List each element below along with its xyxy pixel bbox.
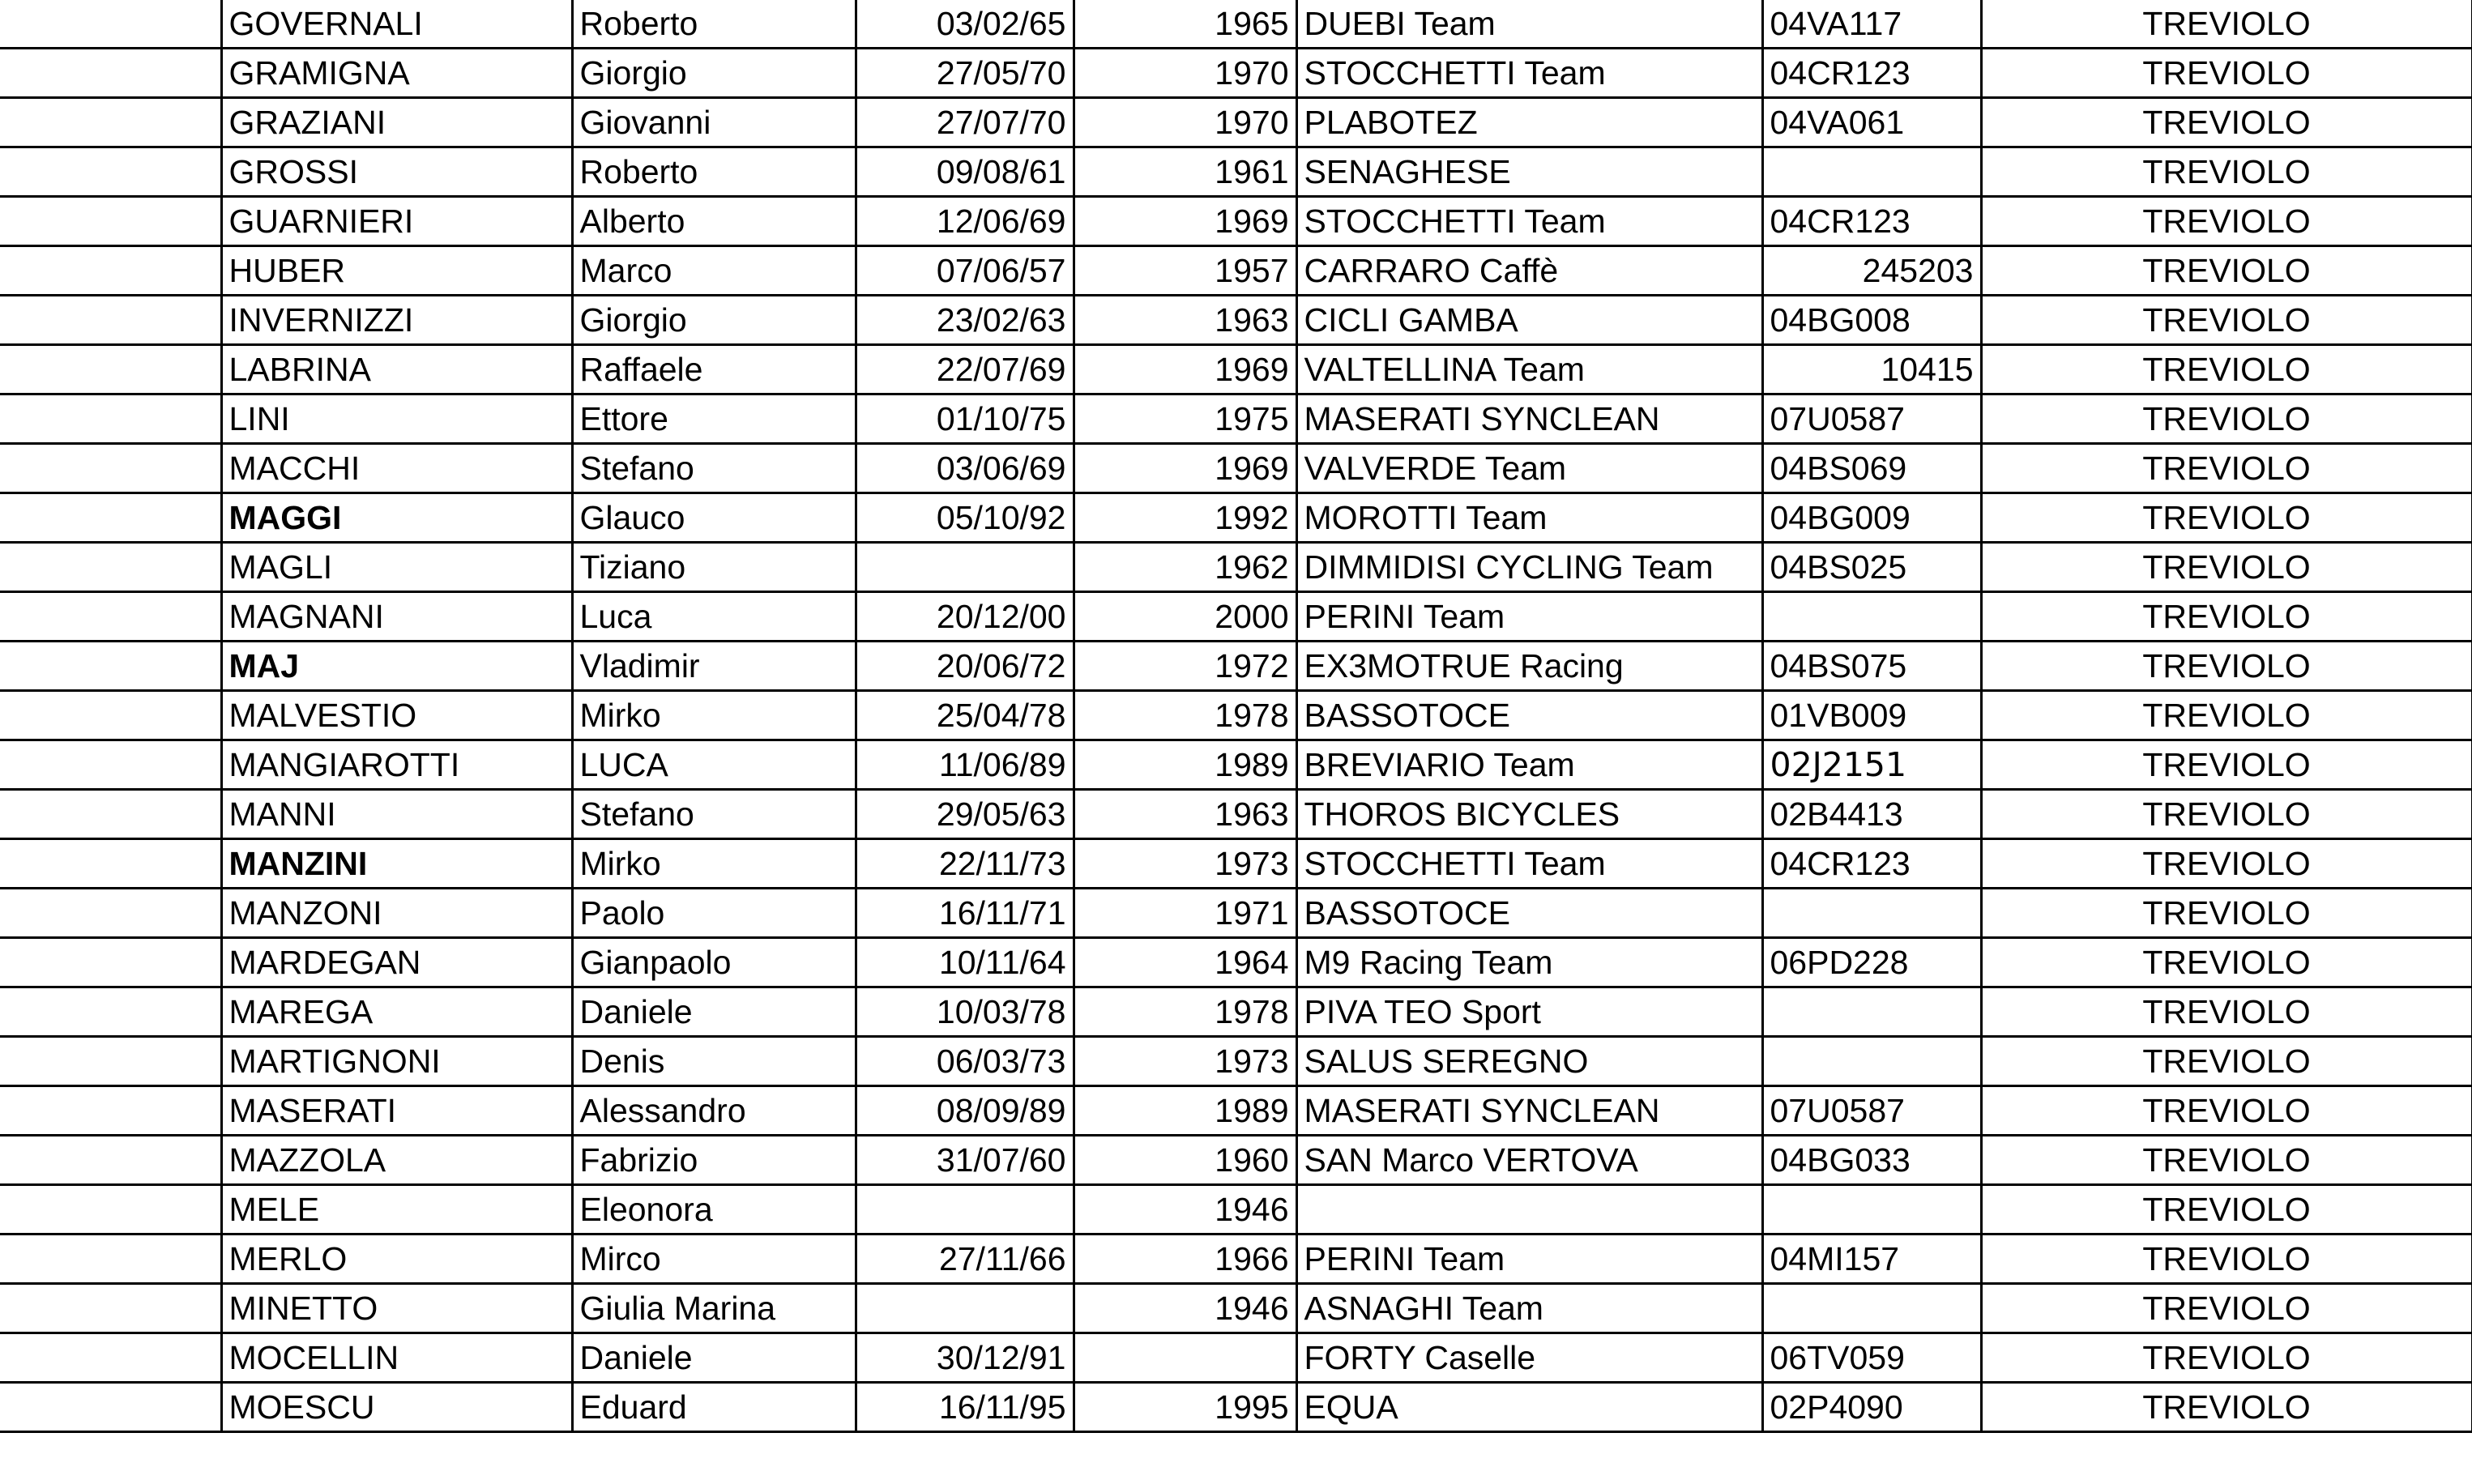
birth-year-cell[interactable]: 1970: [1074, 98, 1296, 147]
surname-cell[interactable]: MANGIAROTTI: [221, 740, 572, 790]
birth-year-cell[interactable]: 1946: [1074, 1284, 1296, 1333]
birth-year-cell[interactable]: 1970: [1074, 49, 1296, 98]
table-row: [0, 1284, 2472, 1333]
blank-cell[interactable]: [0, 1037, 221, 1086]
location-cell[interactable]: TREVIOLO: [1981, 1383, 2472, 1432]
first-name-cell[interactable]: Vladimir: [572, 642, 856, 691]
blank-cell[interactable]: [0, 1235, 221, 1284]
surname-cell[interactable]: MELE: [221, 1185, 572, 1235]
first-name-cell[interactable]: LUCA: [572, 740, 856, 790]
code-cell[interactable]: [1762, 889, 1981, 938]
location-cell[interactable]: TREVIOLO: [1981, 444, 2472, 493]
table-row: [0, 839, 2472, 889]
first-name-cell[interactable]: Fabrizio: [572, 1136, 856, 1185]
blank-cell[interactable]: [0, 394, 221, 444]
surname-cell[interactable]: MAJ: [221, 642, 572, 691]
birth-year-cell[interactable]: 1971: [1074, 889, 1296, 938]
surname-cell[interactable]: GOVERNALI: [221, 0, 572, 49]
code-cell[interactable]: 04CR123: [1762, 49, 1981, 98]
first-name-cell[interactable]: Marco: [572, 246, 856, 296]
first-name-cell[interactable]: Raffaele: [572, 345, 856, 394]
blank-cell[interactable]: [0, 197, 221, 246]
first-name-cell[interactable]: Daniele: [572, 1333, 856, 1383]
first-name-cell[interactable]: Roberto: [572, 0, 856, 49]
table-row: [0, 0, 2472, 49]
birth-date-cell[interactable]: 10/11/64: [856, 938, 1074, 987]
location-cell[interactable]: TREVIOLO: [1981, 1333, 2472, 1383]
surname-cell[interactable]: GROSSI: [221, 147, 572, 197]
first-name-cell[interactable]: Mirko: [572, 839, 856, 889]
birth-year-cell[interactable]: 1960: [1074, 1136, 1296, 1185]
blank-cell[interactable]: [0, 987, 221, 1037]
first-name-cell[interactable]: Mirco: [572, 1235, 856, 1284]
birth-year-cell[interactable]: [1074, 1333, 1296, 1383]
birth-date-cell[interactable]: [856, 1185, 1074, 1235]
birth-date-cell[interactable]: 09/08/61: [856, 147, 1074, 197]
team-cell[interactable]: SAN Marco VERTOVA: [1296, 1136, 1762, 1185]
team-cell[interactable]: FORTY Caselle: [1296, 1333, 1762, 1383]
blank-cell[interactable]: [0, 493, 221, 543]
birth-year-cell[interactable]: 1963: [1074, 790, 1296, 839]
team-cell[interactable]: EX3MOTRUE Racing: [1296, 642, 1762, 691]
code-cell[interactable]: 02P4090: [1762, 1383, 1981, 1432]
location-cell[interactable]: TREVIOLO: [1981, 592, 2472, 642]
birth-date-cell[interactable]: 23/02/63: [856, 296, 1074, 345]
blank-cell[interactable]: [0, 543, 221, 592]
birth-date-cell[interactable]: 22/11/73: [856, 839, 1074, 889]
team-cell[interactable]: STOCCHETTI Team: [1296, 49, 1762, 98]
blank-cell[interactable]: [0, 0, 221, 49]
location-cell[interactable]: TREVIOLO: [1981, 1037, 2472, 1086]
team-cell[interactable]: MASERATI SYNCLEAN: [1296, 1086, 1762, 1136]
code-cell[interactable]: 06TV059: [1762, 1333, 1981, 1383]
first-name-cell[interactable]: Roberto: [572, 147, 856, 197]
birth-date-cell[interactable]: 31/07/60: [856, 1136, 1074, 1185]
blank-cell[interactable]: [0, 1284, 221, 1333]
table-row: [0, 889, 2472, 938]
team-cell[interactable]: BASSOTOCE: [1296, 691, 1762, 740]
blank-cell[interactable]: [0, 790, 221, 839]
team-cell[interactable]: VALVERDE Team: [1296, 444, 1762, 493]
birth-year-cell[interactable]: 1962: [1074, 543, 1296, 592]
birth-year-cell[interactable]: 1964: [1074, 938, 1296, 987]
team-cell[interactable]: PIVA TEO Sport: [1296, 987, 1762, 1037]
code-cell[interactable]: 07U0587: [1762, 394, 1981, 444]
surname-cell[interactable]: MAGNANI: [221, 592, 572, 642]
table-row: [0, 543, 2472, 592]
code-cell[interactable]: 07U0587: [1762, 1086, 1981, 1136]
location-cell[interactable]: TREVIOLO: [1981, 839, 2472, 889]
first-name-cell[interactable]: Stefano: [572, 444, 856, 493]
blank-cell[interactable]: [0, 592, 221, 642]
birth-date-cell[interactable]: 12/06/69: [856, 197, 1074, 246]
location-cell[interactable]: TREVIOLO: [1981, 0, 2472, 49]
birth-date-cell[interactable]: 25/04/78: [856, 691, 1074, 740]
first-name-cell[interactable]: Denis: [572, 1037, 856, 1086]
birth-date-cell[interactable]: [856, 1284, 1074, 1333]
blank-cell[interactable]: [0, 1383, 221, 1432]
blank-cell[interactable]: [0, 691, 221, 740]
birth-date-cell[interactable]: 03/02/65: [856, 0, 1074, 49]
birth-year-cell[interactable]: 2000: [1074, 592, 1296, 642]
birth-date-cell[interactable]: 07/06/57: [856, 246, 1074, 296]
birth-year-cell[interactable]: 1957: [1074, 246, 1296, 296]
location-cell[interactable]: TREVIOLO: [1981, 493, 2472, 543]
surname-cell[interactable]: MAGLI: [221, 543, 572, 592]
team-cell[interactable]: [1296, 1185, 1762, 1235]
team-cell[interactable]: SALUS SEREGNO: [1296, 1037, 1762, 1086]
code-cell[interactable]: 04MI157: [1762, 1235, 1981, 1284]
birth-year-cell[interactable]: 1995: [1074, 1383, 1296, 1432]
birth-date-cell[interactable]: 27/07/70: [856, 98, 1074, 147]
surname-cell[interactable]: MARTIGNONI: [221, 1037, 572, 1086]
team-cell[interactable]: MOROTTI Team: [1296, 493, 1762, 543]
table-row: [0, 444, 2472, 493]
code-cell[interactable]: [1762, 987, 1981, 1037]
blank-cell[interactable]: [0, 839, 221, 889]
first-name-cell[interactable]: Giorgio: [572, 296, 856, 345]
location-cell[interactable]: TREVIOLO: [1981, 543, 2472, 592]
birth-date-cell[interactable]: 20/12/00: [856, 592, 1074, 642]
birth-year-cell[interactable]: 1978: [1074, 987, 1296, 1037]
surname-cell[interactable]: MOCELLIN: [221, 1333, 572, 1383]
birth-date-cell[interactable]: 16/11/71: [856, 889, 1074, 938]
blank-cell[interactable]: [0, 889, 221, 938]
birth-year-cell[interactable]: 1966: [1074, 1235, 1296, 1284]
first-name-cell[interactable]: Alessandro: [572, 1086, 856, 1136]
first-name-cell[interactable]: Ettore: [572, 394, 856, 444]
birth-year-cell[interactable]: 1969: [1074, 197, 1296, 246]
surname-cell[interactable]: MANNI: [221, 790, 572, 839]
team-cell[interactable]: PLABOTEZ: [1296, 98, 1762, 147]
team-cell[interactable]: STOCCHETTI Team: [1296, 197, 1762, 246]
team-cell[interactable]: PERINI Team: [1296, 592, 1762, 642]
location-cell[interactable]: TREVIOLO: [1981, 1086, 2472, 1136]
surname-cell[interactable]: MALVESTIO: [221, 691, 572, 740]
birth-date-cell[interactable]: 11/06/89: [856, 740, 1074, 790]
location-cell[interactable]: TREVIOLO: [1981, 98, 2472, 147]
table-row: [0, 1235, 2472, 1284]
blank-cell[interactable]: [0, 147, 221, 197]
team-cell[interactable]: PERINI Team: [1296, 1235, 1762, 1284]
code-cell[interactable]: 06PD228: [1762, 938, 1981, 987]
surname-cell[interactable]: HUBER: [221, 246, 572, 296]
code-cell[interactable]: 04CR123: [1762, 197, 1981, 246]
surname-cell[interactable]: GUARNIERI: [221, 197, 572, 246]
blank-cell[interactable]: [0, 1136, 221, 1185]
table-row: [0, 642, 2472, 691]
birth-year-cell[interactable]: 1989: [1074, 1086, 1296, 1136]
birth-date-cell[interactable]: 27/11/66: [856, 1235, 1074, 1284]
code-cell[interactable]: [1762, 1284, 1981, 1333]
birth-year-cell[interactable]: 1969: [1074, 444, 1296, 493]
table-row: [0, 740, 2472, 790]
birth-date-cell[interactable]: [856, 543, 1074, 592]
first-name-cell[interactable]: Mirko: [572, 691, 856, 740]
table-row: [0, 592, 2472, 642]
table-row: [0, 1037, 2472, 1086]
team-cell[interactable]: M9 Racing Team: [1296, 938, 1762, 987]
table-row: [0, 987, 2472, 1037]
blank-cell[interactable]: [0, 938, 221, 987]
team-cell[interactable]: DUEBI Team: [1296, 0, 1762, 49]
code-cell[interactable]: 04VA117: [1762, 0, 1981, 49]
team-cell[interactable]: DIMMIDISI CYCLING Team: [1296, 543, 1762, 592]
surname-cell[interactable]: MOESCU: [221, 1383, 572, 1432]
blank-cell[interactable]: [0, 246, 221, 296]
birth-date-cell[interactable]: 22/07/69: [856, 345, 1074, 394]
first-name-cell[interactable]: Giulia Marina: [572, 1284, 856, 1333]
first-name-cell[interactable]: Daniele: [572, 987, 856, 1037]
table-row: [0, 197, 2472, 246]
location-cell[interactable]: TREVIOLO: [1981, 889, 2472, 938]
table-row: [0, 296, 2472, 345]
surname-cell[interactable]: MAREGA: [221, 987, 572, 1037]
code-cell[interactable]: 04BG008: [1762, 296, 1981, 345]
birth-date-cell[interactable]: 20/06/72: [856, 642, 1074, 691]
team-cell[interactable]: CARRARO Caffè: [1296, 246, 1762, 296]
location-cell[interactable]: TREVIOLO: [1981, 394, 2472, 444]
location-cell[interactable]: TREVIOLO: [1981, 246, 2472, 296]
team-cell[interactable]: SENAGHESE: [1296, 147, 1762, 197]
team-cell[interactable]: STOCCHETTI Team: [1296, 839, 1762, 889]
location-cell[interactable]: TREVIOLO: [1981, 691, 2472, 740]
birth-date-cell[interactable]: 05/10/92: [856, 493, 1074, 543]
surname-cell[interactable]: MANZONI: [221, 889, 572, 938]
surname-cell[interactable]: MARDEGAN: [221, 938, 572, 987]
blank-cell[interactable]: [0, 296, 221, 345]
code-cell[interactable]: 02J2151: [1762, 740, 1981, 790]
birth-year-cell[interactable]: 1973: [1074, 839, 1296, 889]
birth-date-cell[interactable]: 06/03/73: [856, 1037, 1074, 1086]
code-cell[interactable]: 04BS075: [1762, 642, 1981, 691]
table-row: [0, 394, 2472, 444]
location-cell[interactable]: TREVIOLO: [1981, 1235, 2472, 1284]
surname-cell[interactable]: GRAMIGNA: [221, 49, 572, 98]
first-name-cell[interactable]: Tiziano: [572, 543, 856, 592]
first-name-cell[interactable]: Alberto: [572, 197, 856, 246]
code-cell[interactable]: 04VA061: [1762, 98, 1981, 147]
first-name-cell[interactable]: Stefano: [572, 790, 856, 839]
code-cell[interactable]: 10415: [1762, 345, 1981, 394]
surname-cell[interactable]: MAZZOLA: [221, 1136, 572, 1185]
team-cell[interactable]: EQUA: [1296, 1383, 1762, 1432]
birth-year-cell[interactable]: 1973: [1074, 1037, 1296, 1086]
code-cell[interactable]: 04BS025: [1762, 543, 1981, 592]
birth-year-cell[interactable]: 1965: [1074, 0, 1296, 49]
code-cell[interactable]: [1762, 147, 1981, 197]
first-name-cell[interactable]: Glauco: [572, 493, 856, 543]
table-row: [0, 1136, 2472, 1185]
surname-cell[interactable]: LABRINA: [221, 345, 572, 394]
code-cell[interactable]: 04BS069: [1762, 444, 1981, 493]
table-row: [0, 938, 2472, 987]
location-cell[interactable]: TREVIOLO: [1981, 938, 2472, 987]
table-row: [0, 345, 2472, 394]
code-cell[interactable]: 01VB009: [1762, 691, 1981, 740]
table-row: [0, 147, 2472, 197]
surname-cell[interactable]: MAGGI: [221, 493, 572, 543]
first-name-cell[interactable]: Luca: [572, 592, 856, 642]
birth-year-cell[interactable]: 1961: [1074, 147, 1296, 197]
birth-date-cell[interactable]: 01/10/75: [856, 394, 1074, 444]
blank-cell[interactable]: [0, 1086, 221, 1136]
surname-cell[interactable]: MASERATI: [221, 1086, 572, 1136]
location-cell[interactable]: TREVIOLO: [1981, 740, 2472, 790]
blank-cell[interactable]: [0, 1185, 221, 1235]
code-cell[interactable]: [1762, 1037, 1981, 1086]
team-cell[interactable]: MASERATI SYNCLEAN: [1296, 394, 1762, 444]
blank-cell[interactable]: [0, 345, 221, 394]
code-cell[interactable]: 04CR123: [1762, 839, 1981, 889]
first-name-cell[interactable]: Giorgio: [572, 49, 856, 98]
first-name-cell[interactable]: Eleonora: [572, 1185, 856, 1235]
blank-cell[interactable]: [0, 444, 221, 493]
location-cell[interactable]: TREVIOLO: [1981, 197, 2472, 246]
table-row: [0, 1333, 2472, 1383]
table-row: [0, 1383, 2472, 1432]
surname-cell[interactable]: GRAZIANI: [221, 98, 572, 147]
location-cell[interactable]: TREVIOLO: [1981, 296, 2472, 345]
code-cell[interactable]: 245203: [1762, 246, 1981, 296]
code-cell[interactable]: 02B4413: [1762, 790, 1981, 839]
birth-date-cell[interactable]: 27/05/70: [856, 49, 1074, 98]
birth-date-cell[interactable]: 30/12/91: [856, 1333, 1074, 1383]
birth-date-cell[interactable]: 29/05/63: [856, 790, 1074, 839]
blank-cell[interactable]: [0, 49, 221, 98]
surname-cell[interactable]: MACCHI: [221, 444, 572, 493]
location-cell[interactable]: TREVIOLO: [1981, 1284, 2472, 1333]
table-row: [0, 790, 2472, 839]
table-row: [0, 1086, 2472, 1136]
table-row: [0, 246, 2472, 296]
team-cell[interactable]: CICLI GAMBA: [1296, 296, 1762, 345]
location-cell[interactable]: TREVIOLO: [1981, 147, 2472, 197]
location-cell[interactable]: TREVIOLO: [1981, 642, 2472, 691]
table-row: [0, 49, 2472, 98]
birth-year-cell[interactable]: 1963: [1074, 296, 1296, 345]
location-cell[interactable]: TREVIOLO: [1981, 1136, 2472, 1185]
surname-cell[interactable]: MANZINI: [221, 839, 572, 889]
blank-cell[interactable]: [0, 642, 221, 691]
birth-year-cell[interactable]: 1992: [1074, 493, 1296, 543]
birth-year-cell[interactable]: 1972: [1074, 642, 1296, 691]
birth-year-cell[interactable]: 1969: [1074, 345, 1296, 394]
birth-year-cell[interactable]: 1978: [1074, 691, 1296, 740]
location-cell[interactable]: TREVIOLO: [1981, 1185, 2472, 1235]
code-cell[interactable]: 04BG009: [1762, 493, 1981, 543]
birth-year-cell[interactable]: 1946: [1074, 1185, 1296, 1235]
blank-cell[interactable]: [0, 740, 221, 790]
location-cell[interactable]: TREVIOLO: [1981, 345, 2472, 394]
team-cell[interactable]: ASNAGHI Team: [1296, 1284, 1762, 1333]
table-row: [0, 1185, 2472, 1235]
team-cell[interactable]: BREVIARIO Team: [1296, 740, 1762, 790]
code-cell[interactable]: 04BG033: [1762, 1136, 1981, 1185]
birth-date-cell[interactable]: 10/03/78: [856, 987, 1074, 1037]
birth-date-cell[interactable]: 16/11/95: [856, 1383, 1074, 1432]
location-cell[interactable]: TREVIOLO: [1981, 987, 2472, 1037]
code-cell[interactable]: [1762, 592, 1981, 642]
location-cell[interactable]: TREVIOLO: [1981, 49, 2472, 98]
birth-year-cell[interactable]: 1989: [1074, 740, 1296, 790]
table-row: [0, 691, 2472, 740]
birth-date-cell[interactable]: 08/09/89: [856, 1086, 1074, 1136]
surname-cell[interactable]: INVERNIZZI: [221, 296, 572, 345]
birth-year-cell[interactable]: 1975: [1074, 394, 1296, 444]
team-cell[interactable]: BASSOTOCE: [1296, 889, 1762, 938]
location-cell[interactable]: TREVIOLO: [1981, 790, 2472, 839]
team-cell[interactable]: VALTELLINA Team: [1296, 345, 1762, 394]
table-row: [0, 493, 2472, 543]
first-name-cell[interactable]: Gianpaolo: [572, 938, 856, 987]
surname-cell[interactable]: LINI: [221, 394, 572, 444]
code-cell[interactable]: [1762, 1185, 1981, 1235]
first-name-cell[interactable]: Giovanni: [572, 98, 856, 147]
table-row: [0, 98, 2472, 147]
surname-cell[interactable]: MINETTO: [221, 1284, 572, 1333]
blank-cell[interactable]: [0, 98, 221, 147]
team-cell[interactable]: THOROS BICYCLES: [1296, 790, 1762, 839]
blank-cell[interactable]: [0, 1333, 221, 1383]
birth-date-cell[interactable]: 03/06/69: [856, 444, 1074, 493]
surname-cell[interactable]: MERLO: [221, 1235, 572, 1284]
first-name-cell[interactable]: Paolo: [572, 889, 856, 938]
first-name-cell[interactable]: Eduard: [572, 1383, 856, 1432]
